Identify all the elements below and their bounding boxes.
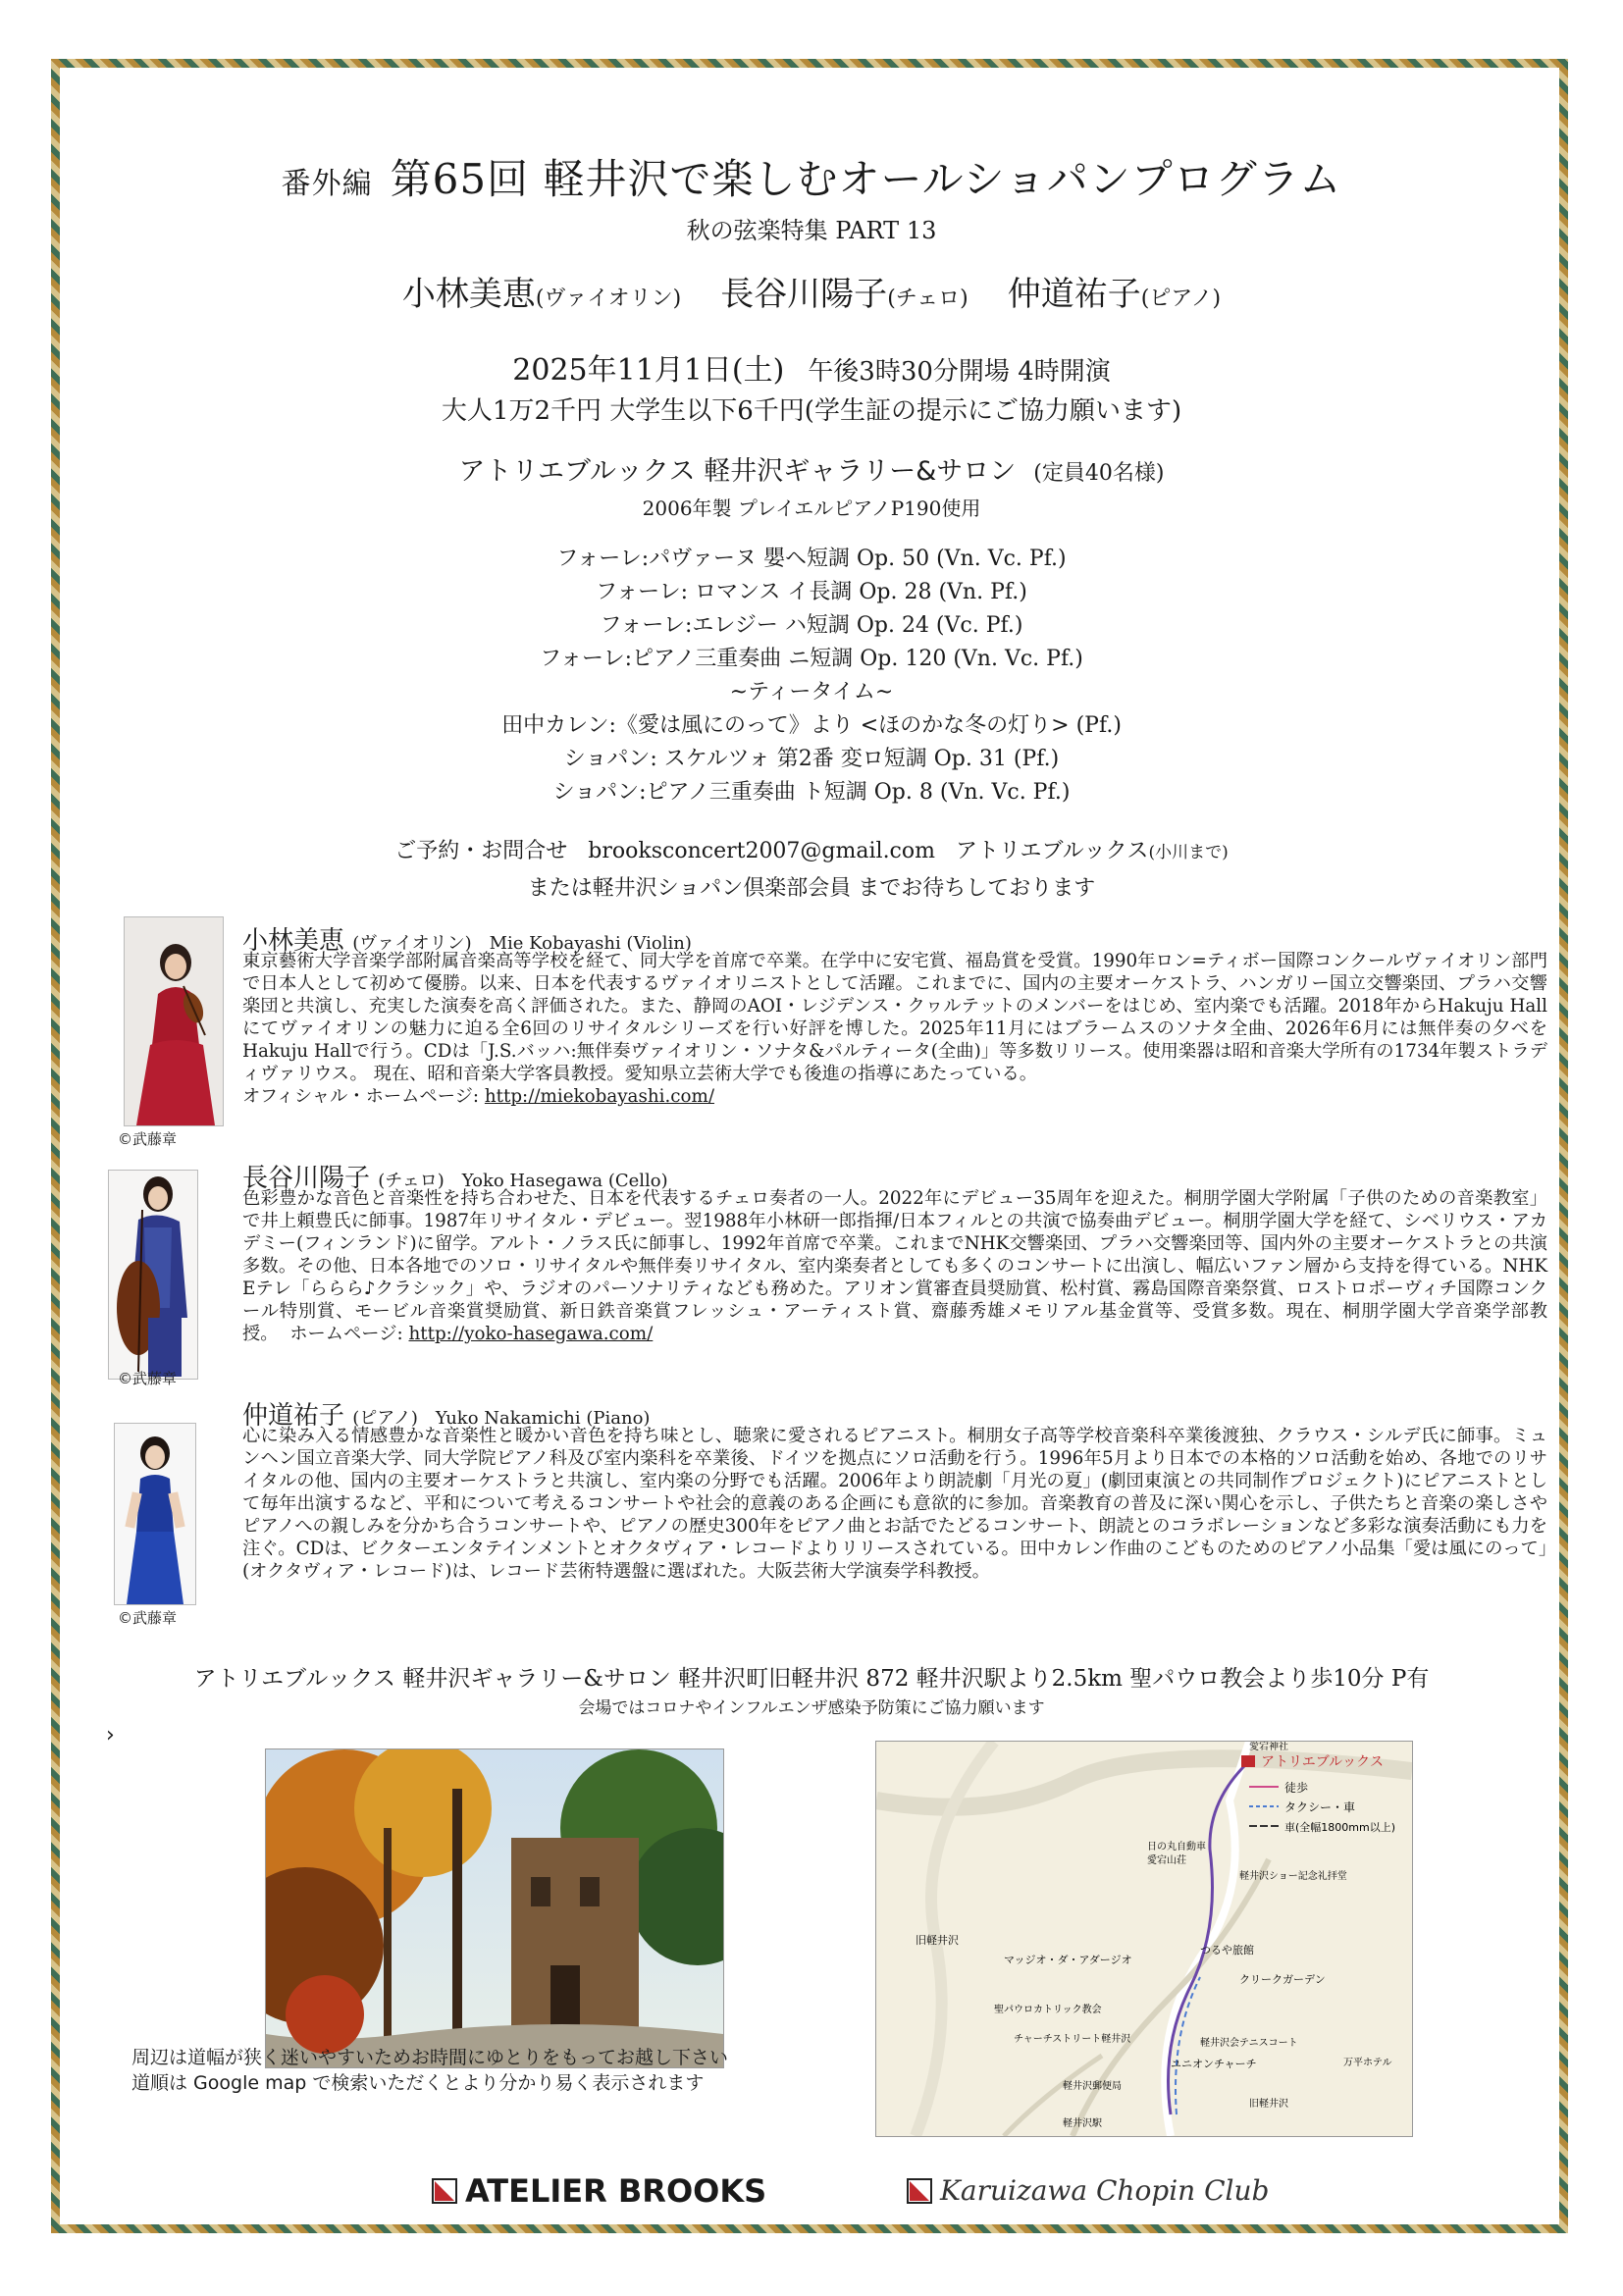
venue-name: アトリエブルックス 軽井沢ギャラリー&サロン (定員40名様) [458, 456, 1165, 487]
chevron-right-icon: › [106, 1723, 115, 1748]
svg-text:車(全幅1800mm以上): 車(全幅1800mm以上) [1284, 1821, 1396, 1834]
violinist-photo [124, 916, 224, 1126]
brooks-mark-icon [432, 2178, 457, 2204]
chopin-club-logo: Karuizawa Chopin Club [907, 2174, 1269, 2207]
bio-text: 心に染み入る情感豊かな音楽性と暖かい音色を持ち味とし、聴衆に愛されるピアニスト。桐朋女子高等学校音楽科卒業後渡独、クラウス・シルデ氏に師事。ミュンヘン国立音楽大学、同大学院ピアノ科及び室内楽科を卒業後、ドイツを拠点にソロ活動を行う。1996年5月より日本での本格的ソロ活動を始め、各地でのリサイタルの他、国内の主要オーケストラと共演し、室内楽の分野でも活躍。2006年より朗読劇「月光の夏」(劇団東演との共同制作プロジェクト)にピアニストとして毎年出演するなど、平和について考えるコンサートや社会的意義のある企画にも意欲的に参加。音楽教育の普及に深い関心を示し、子供たちと音楽の楽しさやピアノへの親しみを分かち合うコンサートや、ピアノの歴史300年をピアノ曲とお話でたどるコンサート、朗読とのコラボレーションなど多彩な演奏活動にも力を注ぐ。CDは、ビクターエンタテインメントとオクタヴィア・レコードよりリリースされている。田中カレン作曲のこどものためのピアノ小品集「愛は風にのって」(オクタヴィア・レコード)は、レコード芸術特選盤に選ばれた。大阪芸術大学演奏学科教授。 [242, 1426, 1547, 1582]
program-item: フォーレ:パヴァーヌ 嬰ヘ短調 Op. 50 (Vn. Vc. Pf.) [556, 547, 1067, 571]
club-mark-icon [907, 2178, 932, 2204]
covid-notice: 会場ではコロナやインフルエンザ感染予防策にご協力願います [578, 1698, 1045, 1718]
performer-name: 仲道祐子 [1007, 275, 1141, 314]
ticket-price: 大人1万2千円 大学生以下6千円(学生証の提示にご協力願います) [441, 396, 1182, 426]
svg-text:旧軽井沢: 旧軽井沢 [916, 1934, 959, 1947]
svg-text:軽井沢会テニスコート: 軽井沢会テニスコート [1200, 2038, 1298, 2049]
svg-text:旧軽井沢: 旧軽井沢 [1249, 2099, 1288, 2110]
bio-text: 色彩豊かな音色と音楽性を持ち合わせた、日本を代表するチェロ奏者の一人。2022年にデビュー35周年を迎えた。桐朋学園大学附属「子供のための音楽教室」で井上頼豊氏に師事。1987年リサイタル・デビュー。翌1988年小林研一郎指揮/日本フィルとの共演で協奏曲デビュー。桐朋学園大学を経て、シベリウス・アカデミー(フィンランド)に留学。アルト・ノラス氏に師事し、1992年首席で卒業。これまでNHK交響楽団、プラハ交響楽団等、国内外の主要オーケストラとの共演多数。その他、日本各地でのソロ・リサイタルや無伴奏リサイタル、室内楽奏者としても多くのコンサートに出演し、幅広いファン層から支持を得ている。NHK Eテレ「ららら♪クラシック」や、ラジオのパーソナリティなども務めた。アリオン賞審査員奨励賞、松村賞、霧島国際音楽祭賞、ロストロポーヴィチ国際コンクール特別賞、モービル音楽賞奨励賞、新日鉄音楽賞フレッシュ・アーティスト賞、齋藤秀雄メモリアル基金賞等、受賞多数。現在、桐朋学園大学音楽学部教授。 ホームページ: http://yoko-hasegawa.com/ [242, 1188, 1547, 1344]
performer-name: 小林美恵 [401, 275, 536, 314]
performer-name: 長谷川陽子 [720, 275, 888, 314]
program-item: ショパン: スケルツォ 第2番 変ロ短調 Op. 31 (Pf.) [563, 747, 1060, 771]
performers-line [0, 267, 1623, 315]
svg-text:軽井沢駅: 軽井沢駅 [1063, 2118, 1102, 2129]
svg-text:チャーチストリート軽井沢: チャーチストリート軽井沢 [1014, 2034, 1131, 2045]
performer-role: (ヴァイオリン) [535, 287, 682, 311]
program-item: 田中カレン:《愛は風にのって》より <ほのかな冬の灯り> (Pf.) [501, 713, 1122, 738]
performer-role: (ピアノ) [1140, 287, 1222, 311]
photo-credit: ©武藤章 [118, 1609, 178, 1627]
svg-text:聖パウロカトリック教会: 聖パウロカトリック教会 [994, 2005, 1102, 2015]
program-item: フォーレ:エレジー ハ短調 Op. 24 (Vc. Pf.) [600, 613, 1023, 638]
map-legend-title: アトリエブルックス [1261, 1754, 1385, 1770]
program-item: ショパン:ピアノ三重奏曲 ト短調 Op. 8 (Vn. Vc. Pf.) [552, 780, 1071, 805]
access-note: 周辺は道幅が狭く迷いやすいためお時間にゆとりをもってお越し下さい 道順は Google map で検索いただくとより分かり易く表示されます [131, 2047, 729, 2094]
svg-text:愛宕山荘: 愛宕山荘 [1147, 1855, 1186, 1866]
photo-credit: ©武藤章 [118, 1370, 178, 1387]
bio-name: 長谷川陽子 (チェロ) Yoko Hasegawa (Cello) [242, 1164, 668, 1193]
bio-name: 小林美恵 (ヴァイオリン) Mie Kobayashi (Violin) [242, 926, 692, 956]
svg-text:愛宕神社: 愛宕神社 [1249, 1742, 1288, 1752]
svg-text:軽井沢郵便局: 軽井沢郵便局 [1063, 2081, 1122, 2092]
pianist-photo [114, 1423, 196, 1605]
performer-role: (チェロ) [887, 287, 969, 311]
atelier-brooks-logo: ATELIER BROOKS [432, 2172, 766, 2210]
program-intermission: ~ティータイム~ [729, 680, 894, 704]
svg-text:徒歩: 徒歩 [1284, 1781, 1309, 1795]
homepage-link[interactable]: http://yoko-hasegawa.com/ [408, 1324, 654, 1344]
svg-text:クリークガーデン: クリークガーデン [1239, 1973, 1326, 1986]
svg-text:日の丸自動車: 日の丸自動車 [1147, 1842, 1206, 1852]
access-map [875, 1741, 1413, 2137]
event-date: 2025年11月1日(土) 午後3時30分開場 4時開演 [512, 353, 1111, 388]
venue-photo [265, 1748, 724, 2068]
contact-email[interactable]: brooksconcert2007@gmail.com [588, 839, 935, 863]
photo-credit: ©武藤章 [118, 1130, 178, 1148]
page-title: 番外編 第65回 軽井沢で楽しむオールショパンプログラム [281, 155, 1342, 203]
svg-text:万平ホテル: 万平ホテル [1343, 2058, 1392, 2068]
svg-text:マッジオ・ダ・アダージオ: マッジオ・ダ・アダージオ [1004, 1954, 1132, 1966]
contact-line: ご予約・お問合せ brooksconcert2007@gmail.com アトリエブルックス(小川まで) [394, 839, 1229, 863]
bio-text: 東京藝術大学音楽学部附属音楽高等学校を経て、同大学を首席で卒業。在学中に安宅賞、福島賞を受賞。1990年ロン=ティボー国際コンクールヴァイオリン部門で日本人として初めて優勝。以来、日本を代表するヴァイオリニストとして活躍。これまでに、国内の主要オーケストラ、ハンガリー国立交響楽団、プラハ交響楽団と共演し、充実した演奏を高く評価された。また、静岡のAOI・レジデンス・クヮルテットのメンバーをはじめ、室内楽でも活躍。2018年からHakuju Hallにてヴァイオリンの魅力に迫る全6回のリサイタルシリーズを行い好評を博した。2025年11月にはブラームスのソナタ全曲、2026年6月には無伴奏の夕べをHakuju Hallで行う。CDは「J.S.バッハ:無伴奏ヴァイオリン・ソナタ&パルティータ(全曲)」等多数リリース。使用楽器は昭和音楽大学所有の1734年製ストラディヴァリウス。 現在、昭和音楽大学客員教授。愛知県立芸術大学でも後進の指導にあたっている。 オフィシャル・ホームページ: http://miekobayashi.com/ [242, 951, 1547, 1107]
contact-line-2: または軽井沢ショパン倶楽部会員 までお待ちしております [527, 876, 1096, 901]
svg-text:ユニオンチャーチ: ユニオンチャーチ [1171, 2058, 1257, 2070]
program-item: フォーレ: ロマンス イ長調 Op. 28 (Vn. Pf.) [596, 580, 1027, 604]
subtitle: 秋の弦楽特集 PART 13 [686, 217, 937, 244]
program-item: フォーレ:ピアノ三重奏曲 ニ短調 Op. 120 (Vn. Vc. Pf.) [540, 647, 1083, 671]
svg-text:つるや旅館: つるや旅館 [1200, 1944, 1254, 1957]
svg-text:軽井沢ショー記念礼拝堂: 軽井沢ショー記念礼拝堂 [1239, 1871, 1347, 1882]
svg-text:タクシー・車: タクシー・車 [1284, 1800, 1356, 1814]
bio-name: 仲道祐子 (ピアノ) Yuko Nakamichi (Piano) [242, 1401, 651, 1431]
venue-address: アトリエブルックス 軽井沢ギャラリー&サロン 軽井沢町旧軽井沢 872 軽井沢駅より2.5km 聖パウロ教会より歩10分 P有 [193, 1666, 1430, 1692]
official-homepage-link[interactable]: http://miekobayashi.com/ [484, 1086, 715, 1107]
piano-info: 2006年製 プレイエルピアノP190使用 [642, 496, 981, 520]
cellist-photo [108, 1170, 198, 1380]
